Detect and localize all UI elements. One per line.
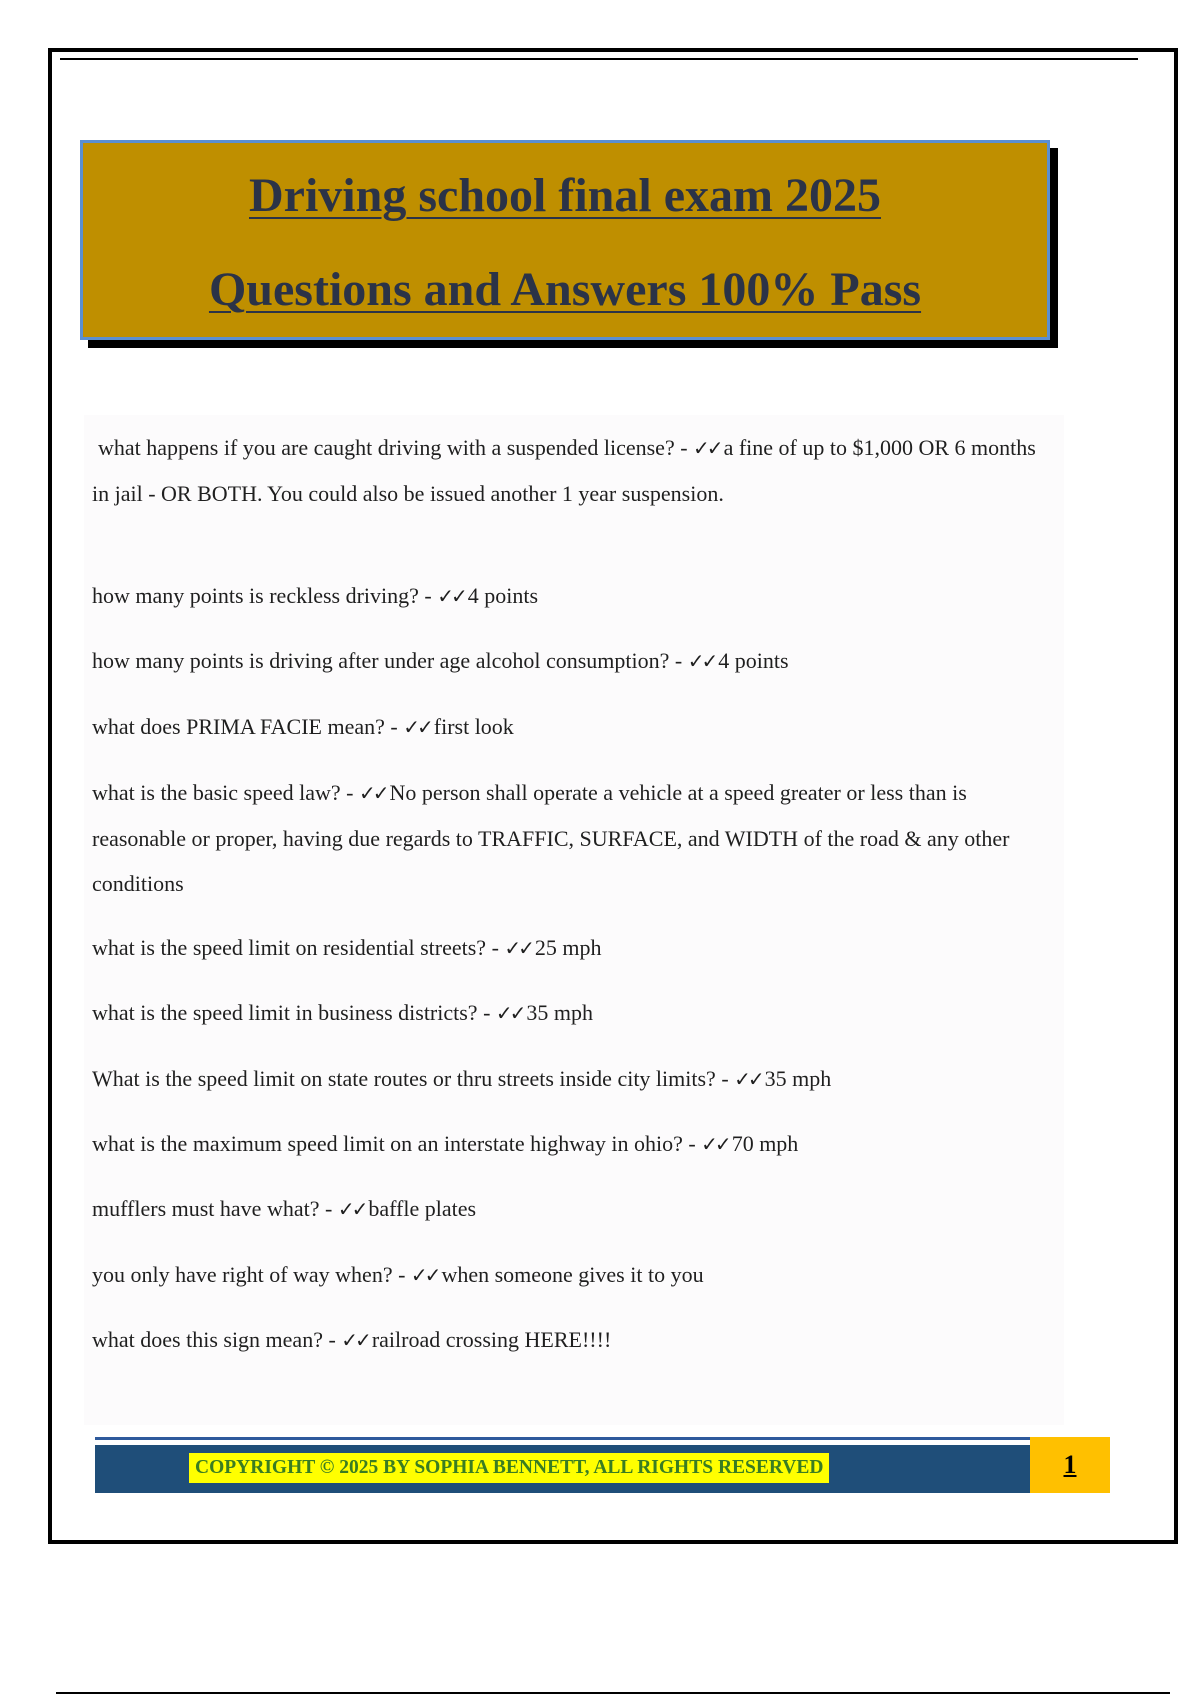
qa-item <box>92 573 1054 619</box>
footer-bar <box>95 1445 1030 1493</box>
title-banner <box>80 140 1050 340</box>
checkmark-icon: ✓✓ <box>437 584 465 608</box>
question-text: what does PRIMA FACIE mean? - <box>92 714 398 739</box>
qa-content <box>84 415 1064 1425</box>
title-text-2: Questions and Answers 100% Pass <box>208 263 922 316</box>
footer-rule <box>95 1437 1030 1440</box>
qa-item <box>92 425 1054 516</box>
title-text-1: Driving school final exam 2025 <box>249 169 881 222</box>
qa-item <box>92 925 1054 971</box>
top-rule <box>60 58 1138 60</box>
qa-item <box>92 770 1054 906</box>
answer-text: 35 mph <box>526 1000 594 1025</box>
checkmark-icon: ✓✓ <box>495 1001 524 1025</box>
question-text: what does this sign mean? - <box>92 1327 336 1352</box>
answer-text: when someone gives it to you <box>441 1262 704 1287</box>
answer-text: No person shall operate a vehicle at a speed greater or less than is reasonable or proper, having due regards to TRAFFIC, SURFACE, and WIDTH of the road & any other conditions <box>92 780 1010 896</box>
answer-text: 25 mph <box>534 935 602 960</box>
page-number-box <box>1030 1437 1110 1493</box>
title-line-2 <box>83 243 1047 337</box>
qa-item <box>92 1252 1054 1298</box>
checkmark-icon: ✓✓ <box>701 1132 729 1156</box>
question-text: how many points is reckless driving? - <box>92 583 432 608</box>
question-text: What is the speed limit on state routes or thru streets inside city limits? - <box>92 1066 729 1091</box>
qa-item <box>92 1186 1054 1232</box>
question-text: mufflers must have what? - <box>92 1196 333 1221</box>
answer-text: a fine of up to $1,000 OR 6 months in jail - OR BOTH. You could also be issued another 1 year suspension. <box>92 435 1036 506</box>
title-line-1 <box>83 149 1047 243</box>
question-text: what is the speed limit in business districts? - <box>92 1000 491 1025</box>
qa-item <box>92 1317 1054 1363</box>
bottom-rule <box>56 1692 1170 1694</box>
question-text: what is the basic speed law? - <box>92 780 354 805</box>
checkmark-icon: ✓✓ <box>341 1328 369 1352</box>
answer-text: baffle plates <box>368 1196 477 1221</box>
qa-item <box>92 1121 1054 1167</box>
answer-text: 35 mph <box>764 1066 832 1091</box>
question-text: what is the maximum speed limit on an interstate highway in ohio? - <box>92 1131 696 1156</box>
checkmark-icon: ✓✓ <box>504 936 532 960</box>
checkmark-icon: ✓✓ <box>693 436 721 460</box>
qa-item <box>92 704 1054 750</box>
qa-item <box>92 1056 1054 1102</box>
checkmark-icon: ✓✓ <box>734 1067 762 1091</box>
question-text: what is the speed limit on residential streets? - <box>92 935 499 960</box>
checkmark-icon: ✓✓ <box>403 715 431 739</box>
answer-text: 70 mph <box>731 1131 799 1156</box>
answer-text: first look <box>433 714 514 739</box>
answer-text: 4 points <box>718 648 789 673</box>
copyright-notice: COPYRIGHT © 2025 BY SOPHIA BENNETT, ALL RIGHTS RESERVED <box>189 1453 829 1483</box>
answer-text: railroad crossing HERE!!!! <box>371 1327 612 1352</box>
checkmark-icon: ✓✓ <box>687 649 716 673</box>
answer-text: 4 points <box>467 583 539 608</box>
question-text: how many points is driving after under age alcohol consumption? - <box>92 648 683 673</box>
checkmark-icon: ✓✓ <box>358 781 387 805</box>
qa-item <box>92 990 1054 1036</box>
question-text: what happens if you are caught driving with a suspended license? - <box>98 435 688 460</box>
qa-item <box>92 638 1054 684</box>
question-text: you only have right of way when? - <box>92 1262 406 1287</box>
checkmark-icon: ✓✓ <box>337 1197 366 1221</box>
page-number: 1 <box>1063 1450 1077 1479</box>
checkmark-icon: ✓✓ <box>410 1263 439 1287</box>
